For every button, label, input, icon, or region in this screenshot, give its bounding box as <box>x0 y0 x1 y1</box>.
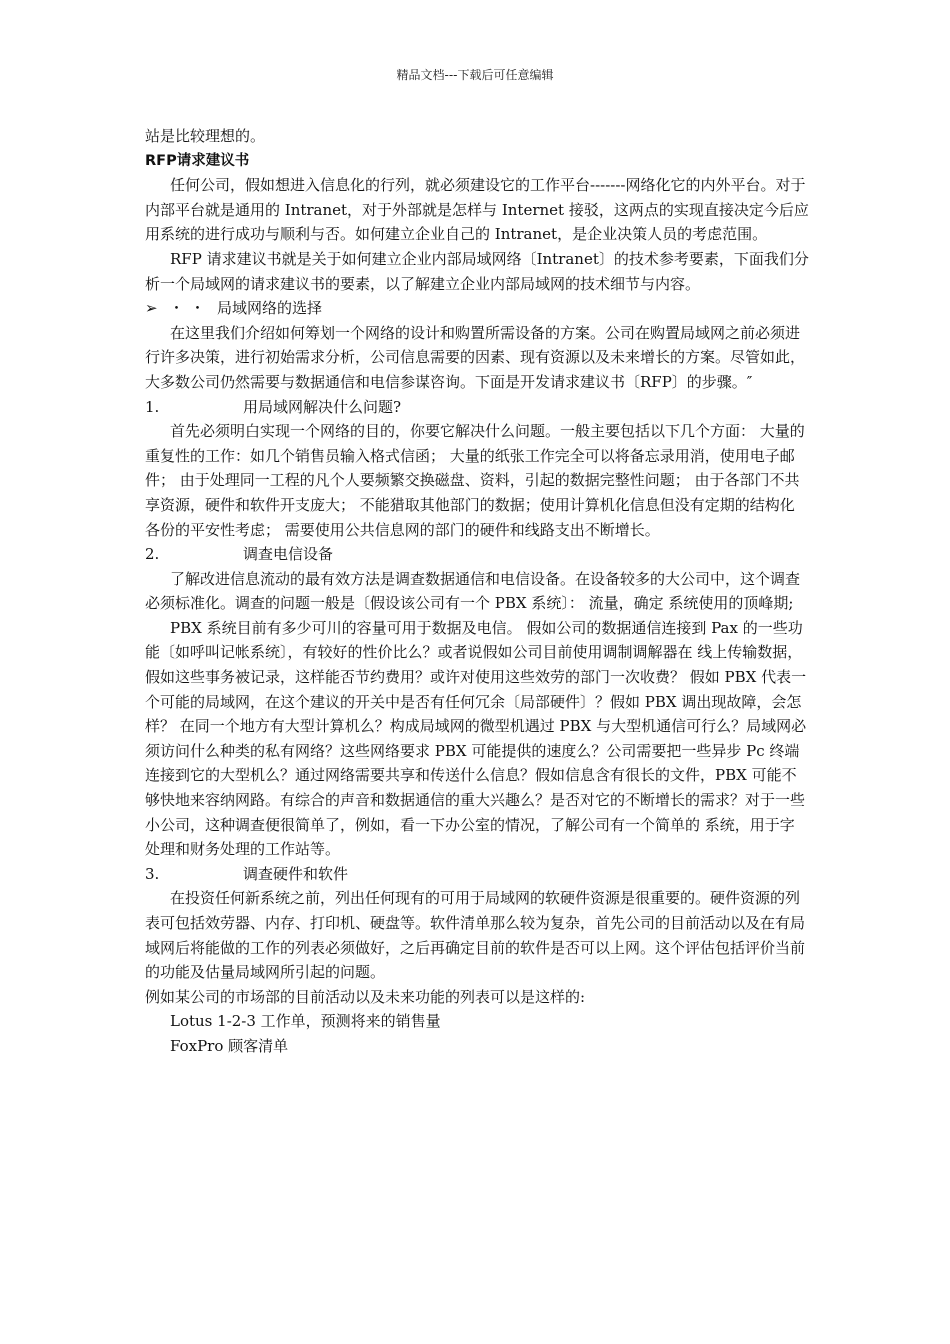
page-header: 精品文档---下载后可任意编辑 <box>396 68 554 82</box>
numbered-heading <box>145 542 809 567</box>
bullet-heading-text: 局域网络的选择 <box>217 299 323 318</box>
step-title: 调查硬件和软件 <box>243 864 349 883</box>
paragraph: RFP 请求建议书就是关于如何建立企业内部局域网络〔Intranet〕的技术参考要素，下面我们分析一个局域网的请求建议书的要素，以了解建立企业内部局域网的技术细节与内容。 <box>145 249 809 293</box>
step-title: 用局域网解决什么问题? <box>243 397 402 416</box>
step-number: 1. <box>145 397 160 416</box>
numbered-heading <box>145 862 809 887</box>
arrow-bullet-icon: ➢ <box>145 299 158 318</box>
bullet-dots: ・・ <box>169 299 212 318</box>
paragraph: 在投资任何新系统之前，列出任何现有的可用于局域网的软硬件资源是很重要的。硬件资源的列表可包括效劳器、内存、打印机、硬盘等。软件清单那么较为复杂，首先公司的目前活动以及在有局域网后将能做的工作的列表必须做好，之后再确定目前的软件是否可以上网。这个评估包括评价当前的功能及估量局域网所引起的问题。 <box>145 889 806 982</box>
paragraph: PBX 系统目前有多少可川的容量可用于数据及电信。 假如公司的数据通信连接到 Pax 的一些功能〔如呼叫记帐系统〕，有较好的性价比么？或者说假如公司目前使用调制调解器在 线上传输数据，假如这些事务被记录，这样能否节约费用？或许对使用这些效劳的部门一次收费？ 假如 PBX 代表一个可能的局域网，在这个建议的开关中是否有任何冗余〔局部硬件〕？假如 PBX 调出现故障，会怎样？ 在同一个地方有大型计算机么？构成局域网的微型机遇过 PBX 与大型机通信可行么？局域网必须访问什么种类的私有网络？这些网络要求 PBX 可能提供的速度么？公司需要把一些异步 Pc 终端连接到它的大型机么？通过网络需要共享和传送什么信息？假如信息含有很长的文件，PBX 可能不够快地来容纳网路。有综合的声音和数据通信的重大兴趣么？是否对它的不断增长的需求？对于一些小公司，这种调查便很简单了，例如，看一下办公室的情况，了解公司有一个简单的 系统，用于字处理和财务处理的工作站等。 <box>145 618 807 859</box>
paragraph: 首先必须明白实现一个网络的目的，你要它解决什么问题。一般主要包括以下几个方面： 大量的重复性的工作：如几个销售员输入格式信函； 大量的纸张工作完全可以将备忘录用消，使用电子邮件； 由于处理同一工程的凡个人要频繁交换磁盘、资料，引起的数据完整性问题； 由于各部门不共享资源，硬件和软件开支庞大； 不能猎取其他部门的数据；使用计算机化信息但没有定期的结构化各份的平安性考虑； 需要使用公共信息网的部门的硬件和线路支出不断增长。 <box>145 422 805 539</box>
step-number: 3. <box>145 864 160 883</box>
list-item: Lotus 1-2-3 工作单，预测将来的销售量 <box>170 1012 441 1031</box>
step-number: 2. <box>145 545 160 564</box>
paragraph: 站是比较理想的。 <box>145 127 266 145</box>
bullet-heading <box>145 296 809 321</box>
paragraph: 任何公司，假如想进入信息化的行列，就必须建设它的工作平台-------网络化它的内外平台。对于内部平台就是通用的 Intranet，对于外部就是怎样与 Internet 接驳，这两点的实现直接决定今后应用系统的进行成功与顺利与否。如何建立企业自己的 Intranet，是企业决策人员的考虑范围。 <box>145 176 809 244</box>
paragraph: 了解改进信息流动的最有效方法是调查数据通信和电信设备。在设备较多的大公司中，这个调查必须标准化。调查的问题一般是〔假设该公司有一个 PBX 系统〕： 流量，确定 系统使用的顶峰期; <box>145 569 801 613</box>
section-heading: RFP请求建议书 <box>145 152 250 169</box>
numbered-heading <box>145 395 809 420</box>
list-item: FoxPro 顾客清单 <box>170 1036 289 1055</box>
step-title: 调查电信设备 <box>243 545 334 564</box>
document-body <box>145 124 809 1059</box>
paragraph: 在这里我们介绍如何筹划一个网络的设计和购置所需设备的方案。公司在购置局域网之前必须进行许多决策，进行初始需求分析，公司信息需要的因素、现有资源以及未来增长的方案。尽管如此，大多数公司仍然需要与数据通信和电信参谋咨询。下面是开发请求建议书〔RFP〕的步骤。″ <box>145 323 806 391</box>
paragraph: 例如某公司的市场部的目前活动以及未来功能的列表可以是这样的: <box>145 987 586 1006</box>
